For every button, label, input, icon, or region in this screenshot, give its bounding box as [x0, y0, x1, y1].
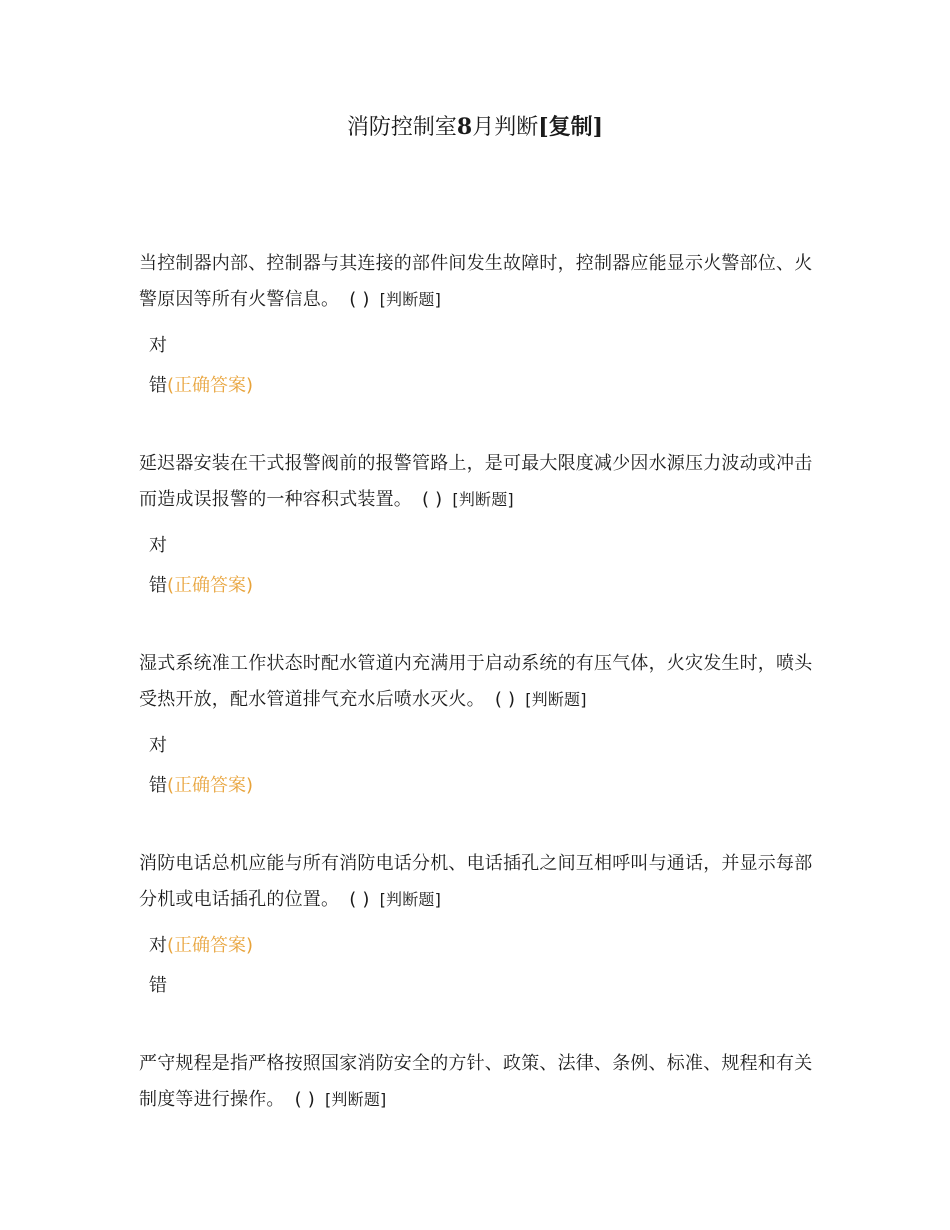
option-label: 错: [149, 375, 167, 396]
option-true[interactable]: [139, 526, 819, 566]
question-stem: 湿式系统准工作状态时配水管道内充满用于启动系统的有压气体，火灾发生时，喷头受热开放，配水管道排气充水后喷水灭火。: [139, 653, 813, 710]
question-stem: 延迟器安装在干式报警阀前的报警管路上，是可最大限度减少因水源压力波动或冲击而造成误报警的一种容积式装置。: [139, 453, 813, 510]
title-number: 8: [456, 114, 473, 140]
question-text: [139, 646, 819, 718]
option-list: [139, 326, 819, 406]
question-text: [139, 1046, 819, 1118]
option-false[interactable]: [139, 366, 819, 406]
question-type: [判断题]: [379, 890, 442, 909]
answer-blank: ( ): [294, 1089, 315, 1110]
option-label: 对: [149, 935, 167, 956]
option-label: 对: [149, 335, 167, 356]
option-list: [139, 526, 819, 606]
option-true[interactable]: [139, 926, 819, 966]
option-label: 错: [149, 775, 167, 796]
question-text: [139, 446, 819, 518]
option-list: [139, 726, 819, 806]
question-type: [判断题]: [525, 690, 587, 709]
question-type: [判断题]: [324, 1090, 387, 1109]
option-label: 对: [149, 535, 167, 556]
question-item: [139, 846, 819, 1006]
answer-blank: ( ): [422, 489, 443, 510]
option-label: 错: [149, 975, 167, 996]
answer-blank: ( ): [349, 289, 370, 310]
option-list: [139, 926, 819, 1006]
question-item: [139, 1046, 819, 1118]
option-true[interactable]: [139, 726, 819, 766]
option-false[interactable]: [139, 766, 819, 806]
question-stem: 当控制器内部、控制器与其连接的部件间发生故障时，控制器应能显示火警部位、火警原因等所有火警信息。: [139, 253, 813, 310]
option-false[interactable]: [139, 966, 819, 1006]
answer-blank: ( ): [494, 689, 516, 710]
option-label: 对: [149, 735, 167, 756]
answer-blank: ( ): [349, 889, 370, 910]
question-stem: 消防电话总机应能与所有消防电话分机、电话插孔之间互相呼叫与通话，并显示每部分机或电话插孔的位置。: [139, 853, 813, 910]
question-stem: 严守规程是指严格按照国家消防安全的方针、政策、法律、条例、标准、规程和有关制度等进行操作。: [139, 1053, 813, 1110]
question-type: [判断题]: [379, 290, 442, 309]
question-text: [139, 846, 819, 918]
question-type: [判断题]: [452, 490, 514, 509]
question-item: [139, 646, 819, 806]
document-title: [0, 110, 950, 145]
option-label: 错: [149, 575, 167, 596]
option-true[interactable]: [139, 326, 819, 366]
correct-answer-mark: (正确答案): [167, 935, 254, 956]
question-text: [139, 246, 819, 318]
title-text: 消防控制室: [346, 115, 457, 140]
title-text-2: 月判断: [472, 115, 539, 140]
question-item: [139, 446, 819, 606]
question-item: [139, 246, 819, 406]
title-bracket: [复制]: [538, 114, 604, 140]
correct-answer-mark: (正确答案): [167, 775, 254, 796]
correct-answer-mark: (正确答案): [167, 575, 254, 596]
option-false[interactable]: [139, 566, 819, 606]
correct-answer-mark: (正确答案): [167, 375, 254, 396]
